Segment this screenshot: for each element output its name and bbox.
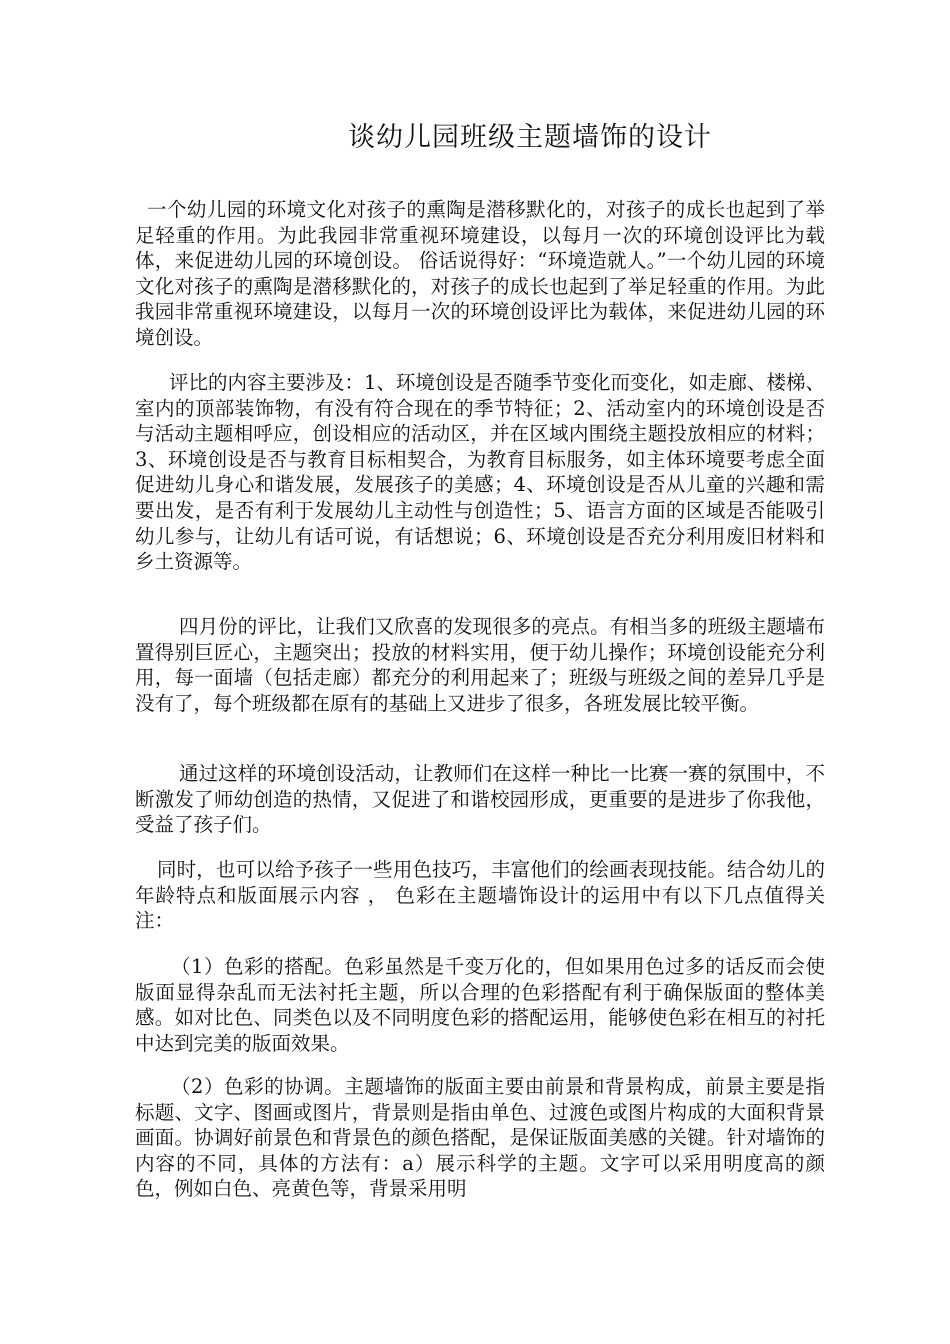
paragraph-evaluation-criteria: 评比的内容主要涉及：1、环境创设是否随季节变化而变化，如走廊、楼梯、室内的顶部装饰物，有没有符合现在的季节特征；2、活动室内的环境创设是否与活动主题相呼应，创设相应的活动区，并在区域内围绕主题投放相应的材料；3、环境创设是否与教育目标相契合，为教育目标服务，如主体环境要考虑全面促进幼儿身心和谐发展，发展孩子的美感；4、环境创设是否从儿童的兴趣和需要出发，是否有利于发展幼儿主动性与创造性；5、语言方面的区域是否能吸引幼儿参与，让幼儿有话可说，有话想说；6、环境创设是否充分利用废旧材料和乡土资源等。 [135,371,825,574]
paragraph-color-matching: （1）色彩的搭配。色彩虽然是千变万化的，但如果用色过多的话反而会使版面显得杂乱而无法衬托主题，所以合理的色彩搭配有利于确保版面的整体美感。如对比色、同类色以及不同明度色彩的搭配运用，能够使色彩在相互的衬托中达到完美的版面效果。 [135,955,825,1055]
paragraph-april-review: 四月份的评比，让我们又欣喜的发现很多的亮点。有相当多的班级主题墙布置得别巨匠心，主题突出；投放的材料实用，便于幼儿操作；环境创设能充分利用，每一面墙（包括走廊）都充分的利用起来了；班级与班级之间的差异几乎是没有了，每个班级都在原有的基础上又进步了很多，各班发展比较平衡。 [135,615,825,715]
paragraph-color-skills: 同时，也可以给予孩子一些用色技巧，丰富他们的绘画表现技能。结合幼儿的年龄特点和版面展示内容 ， 色彩在主题墙饰设计的运用中有以下几点值得关注： [135,858,825,933]
paragraph-intro: 一个幼儿园的环境文化对孩子的熏陶是潜移默化的，对孩子的成长也起到了举足轻重的作用。为此我园非常重视环境建设，以每月一次的环境创设评比为载体，来促进幼儿园的环境创设。 俗话说得好：“环境造就人。”一个幼儿园的环境文化对孩子的熏陶是潜移默化的，对孩子的成长也起到了举足轻重的作用。为此我园非常重视环境建设，以每月一次的环境创设评比为载体，来促进幼儿园的环境创设。 [135,198,825,349]
document-title: 谈幼儿园班级主题墙饰的设计 [348,122,712,153]
paragraph-color-harmony: （2）色彩的协调。主题墙饰的版面主要由前景和背景构成，前景主要是指标题、文字、图画或图片，背景则是指由单色、过渡色或图片构成的大面积背景画面。协调好前景色和背景色的颜色搭配，是保证版面美感的关键。针对墙饰的内容的不同，具体的方法有：a）展示科学的主题。文字可以采用明度高的颜色，例如白色、亮黄色等，背景采用明 [135,1075,825,1201]
paragraph-activity-effect: 通过这样的环境创设活动，让教师们在这样一种比一比赛一赛的氛围中，不断激发了师幼创造的热情，又促进了和谐校园形成，更重要的是进步了你我他，受益了孩子们。 [135,762,825,837]
